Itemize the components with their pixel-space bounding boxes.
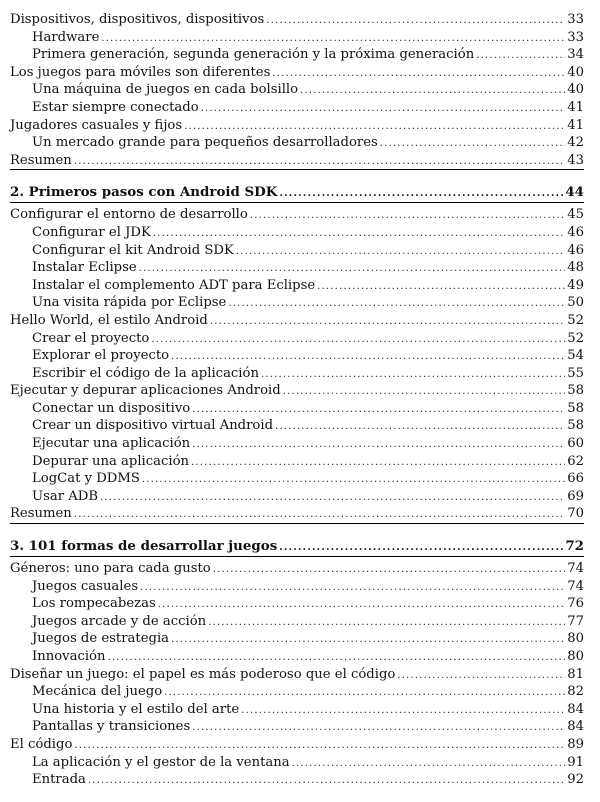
entry-title: Crear el proyecto [32, 330, 150, 346]
entry-page: 74 [567, 578, 584, 594]
dot-leader [153, 225, 565, 243]
chapter-heading[interactable] [10, 183, 584, 203]
toc-entry[interactable] [10, 11, 584, 29]
entry-page: 54 [567, 348, 584, 364]
dot-leader [210, 313, 565, 331]
entry-page: 60 [567, 436, 584, 452]
toc-entry[interactable] [10, 771, 584, 789]
toc-entry[interactable] [10, 99, 584, 117]
entry-title: Diseñar un juego: el papel es más poderoso que el código [10, 666, 396, 682]
toc-entry[interactable] [10, 224, 584, 242]
entry-page: 49 [567, 277, 584, 293]
entry-page: 50 [567, 295, 584, 311]
entry-page: 92 [567, 772, 584, 788]
entry-page: 58 [567, 400, 584, 416]
entry-title: Conectar un dispositivo [32, 400, 191, 416]
entry-page: 70 [567, 506, 584, 522]
entry-page: 41 [567, 117, 584, 133]
toc-entry[interactable] [10, 365, 584, 383]
entry-title: Pantallas y transiciones [32, 719, 191, 735]
table-of-contents [10, 11, 584, 789]
toc-section-3 [10, 537, 584, 789]
entry-title: Configurar el kit Android SDK [32, 242, 234, 258]
toc-section-1 [10, 11, 584, 170]
entry-page: 46 [567, 224, 584, 240]
dot-leader [101, 30, 565, 48]
entry-page: 91 [567, 754, 584, 770]
toc-entry[interactable] [10, 683, 584, 701]
toc-entry[interactable] [10, 435, 584, 453]
toc-entry[interactable] [10, 595, 584, 613]
dot-leader [74, 506, 565, 524]
toc-entry[interactable] [10, 294, 584, 312]
entry-title: Usar ADB [32, 488, 99, 504]
toc-entry[interactable] [10, 666, 584, 684]
entry-title: Los juegos para móviles son diferentes [10, 64, 271, 80]
entry-page: 74 [567, 561, 584, 577]
entry-page: 33 [567, 12, 584, 27]
toc-entry[interactable] [10, 152, 584, 171]
dot-leader [164, 684, 565, 702]
entry-title: Crear un dispositivo virtual Android [32, 418, 274, 434]
entry-page: 69 [567, 488, 584, 504]
toc-entry[interactable] [10, 330, 584, 348]
entry-title: Un mercado grande para pequeños desarrolladores [32, 135, 378, 151]
dot-leader [158, 596, 565, 614]
dot-leader [139, 260, 566, 278]
chapter-title: 3. 101 formas de desarrollar juegos [10, 538, 278, 555]
entry-title: Una historia y el estilo del arte [32, 701, 240, 717]
dot-leader [151, 331, 565, 349]
entry-title: Configurar el JDK [32, 224, 151, 240]
chapter-heading[interactable] [10, 537, 584, 557]
entry-title: Jugadores casuales y fijos [10, 117, 183, 133]
entry-title: Una visita rápida por Eclipse [32, 295, 227, 311]
dot-leader [250, 207, 565, 225]
entry-title: Juegos casuales [32, 578, 139, 594]
dot-leader [380, 135, 565, 153]
dot-leader [272, 65, 565, 83]
dot-leader [201, 100, 566, 118]
entry-page: 58 [567, 383, 584, 399]
entry-page: 46 [567, 242, 584, 258]
dot-leader [100, 489, 565, 507]
entry-page: 43 [567, 152, 584, 168]
entry-title: Dispositivos, dispositivos, dispositivos [10, 12, 265, 27]
entry-title: Depurar una aplicación [32, 453, 190, 469]
entry-title: Los rompecabezas [32, 596, 156, 612]
dot-leader [192, 401, 565, 419]
entry-title: Hardware [32, 29, 100, 45]
entry-page: 84 [567, 701, 584, 717]
entry-title: Resumen [10, 506, 72, 522]
entry-page: 45 [567, 207, 584, 223]
dot-leader [107, 649, 565, 667]
entry-title: La aplicación y el gestor de la ventana [32, 754, 290, 770]
dot-leader [241, 702, 565, 720]
entry-title: Estar siempre conectado [32, 99, 199, 115]
toc-entry[interactable] [10, 754, 584, 772]
entry-title: Ejecutar una aplicación [32, 436, 191, 452]
dot-leader [317, 278, 565, 296]
toc-entry[interactable] [10, 400, 584, 418]
toc-entry[interactable] [10, 613, 584, 631]
entry-title: Configurar el entorno de desarrollo [10, 207, 248, 223]
dot-leader [476, 47, 565, 65]
toc-entry[interactable] [10, 578, 584, 596]
entry-title: LogCat y DDMS [32, 471, 140, 487]
entry-page: 34 [567, 47, 584, 63]
entry-page: 41 [567, 99, 584, 115]
toc-entry[interactable] [10, 488, 584, 506]
dot-leader [191, 454, 565, 472]
entry-title: Juegos arcade y de acción [32, 613, 207, 629]
toc-entry[interactable] [10, 382, 584, 400]
entry-page: 89 [567, 736, 584, 752]
entry-title: Primera generación, segunda generación y la próxima generación [32, 47, 475, 63]
dot-leader [140, 579, 565, 597]
entry-title: Ejecutar y depurar aplicaciones Android [10, 383, 281, 399]
dot-leader [213, 561, 565, 579]
dot-leader [228, 295, 565, 313]
chapter-title: 2. Primeros pasos con Android SDK [10, 184, 278, 201]
toc-entry[interactable] [10, 347, 584, 365]
entry-title: Instalar Eclipse [32, 260, 137, 276]
entry-page: 40 [567, 82, 584, 98]
toc-entry[interactable] [10, 134, 584, 152]
dot-leader [74, 737, 565, 755]
toc-entry[interactable] [10, 560, 584, 578]
dot-leader [74, 153, 565, 171]
toc-entry[interactable] [10, 277, 584, 295]
toc-entry[interactable] [10, 81, 584, 99]
entry-title: Juegos de estrategia [32, 631, 170, 647]
dot-leader [279, 538, 563, 557]
entry-page: 48 [567, 260, 584, 276]
toc-entry[interactable] [10, 453, 584, 471]
toc-entry[interactable] [10, 206, 584, 224]
entry-title: Hello World, el estilo Android [10, 312, 208, 328]
toc-entry[interactable] [10, 242, 584, 260]
dot-leader [192, 436, 565, 454]
dot-leader [184, 118, 565, 136]
entry-title: Instalar el complemento ADT para Eclipse [32, 277, 316, 293]
dot-leader [261, 366, 565, 384]
dot-leader [171, 631, 565, 649]
dot-leader [292, 755, 566, 773]
entry-title: El código [10, 736, 73, 752]
dot-leader [236, 243, 565, 261]
dot-leader [192, 719, 565, 737]
dot-leader [266, 12, 565, 30]
toc-entry[interactable] [10, 718, 584, 736]
entry-page: 52 [567, 312, 584, 328]
chapter-page: 72 [565, 538, 584, 555]
entry-page: 66 [567, 471, 584, 487]
dot-leader [142, 471, 565, 489]
entry-page: 81 [567, 666, 584, 682]
toc-entry[interactable] [10, 312, 584, 330]
toc-entry[interactable] [10, 736, 584, 754]
entry-page: 77 [567, 613, 584, 629]
entry-page: 62 [567, 453, 584, 469]
entry-page: 42 [567, 135, 584, 151]
dot-leader [171, 348, 565, 366]
dot-leader [279, 184, 563, 203]
entry-title: Géneros: uno para cada gusto [10, 561, 211, 577]
toc-section-2 [10, 183, 584, 524]
entry-page: 52 [567, 330, 584, 346]
toc-entry[interactable] [10, 630, 584, 648]
entry-title: Resumen [10, 152, 72, 168]
toc-entry[interactable] [10, 648, 584, 666]
toc-entry[interactable] [10, 29, 584, 47]
dot-leader [397, 667, 565, 685]
entry-title: Entrada [32, 772, 86, 788]
entry-title: Explorar el proyecto [32, 348, 170, 364]
entry-page: 33 [567, 29, 584, 45]
entry-title: Escribir el código de la aplicación [32, 365, 259, 381]
entry-title: Una máquina de juegos en cada bolsillo [32, 82, 299, 98]
toc-entry[interactable] [10, 259, 584, 277]
entry-page: 55 [567, 365, 584, 381]
toc-entry[interactable] [10, 64, 584, 82]
toc-entry[interactable] [10, 46, 584, 64]
toc-entry[interactable] [10, 701, 584, 719]
toc-entry[interactable] [10, 417, 584, 435]
entry-page: 76 [567, 596, 584, 612]
dot-leader [300, 82, 565, 100]
toc-entry[interactable] [10, 470, 584, 488]
entry-title: Innovación [32, 649, 106, 664]
entry-title: Mecánica del juego [32, 684, 163, 700]
dot-leader [208, 614, 565, 632]
dot-leader [275, 418, 565, 436]
chapter-page: 44 [565, 184, 584, 201]
entry-page: 80 [567, 631, 584, 647]
dot-leader [283, 383, 566, 401]
toc-entry[interactable] [10, 505, 584, 524]
entry-page: 40 [567, 64, 584, 80]
entry-page: 58 [567, 418, 584, 434]
toc-entry[interactable] [10, 117, 584, 135]
entry-page: 80 [567, 649, 584, 664]
entry-page: 82 [567, 684, 584, 700]
entry-page: 84 [567, 719, 584, 735]
dot-leader [88, 772, 565, 790]
